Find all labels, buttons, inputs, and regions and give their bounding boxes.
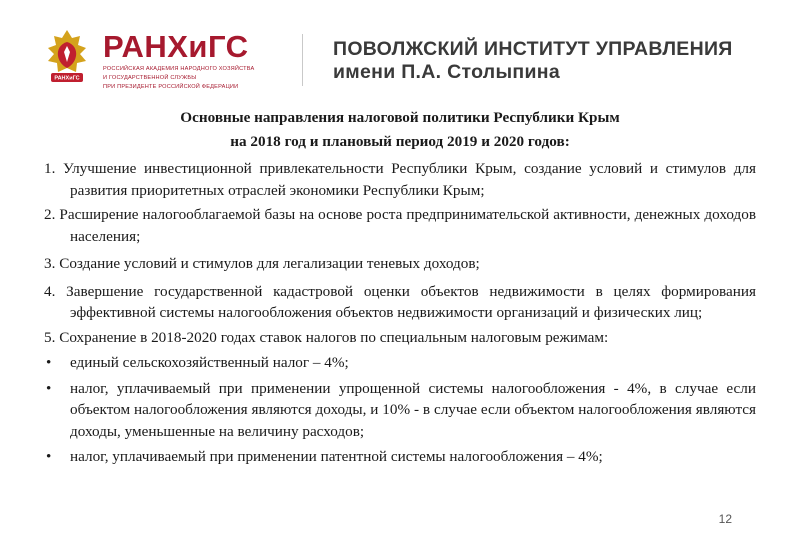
page-number: 12	[718, 512, 732, 526]
brand-subtitle-line: ПРИ ПРЕЗИДЕНТЕ РОССИЙСКОЙ ФЕДЕРАЦИИ	[103, 84, 239, 90]
bullet-text: налог, уплачиваемый при применении патентной системы налогообложения – 4%;	[70, 448, 603, 465]
title-line-1: Основные направления налоговой политики Республики Крым	[180, 109, 620, 126]
institute-name	[333, 38, 733, 84]
bullet-item	[44, 446, 756, 468]
bullet-text: налог, уплачиваемый при применении упрощенной системы налогообложения - 4%, в случае если объектом налогообложения являются доходы, и 10% - в случае если объектом налогообложения являются доходы, уменьшенные на величину расходов;	[70, 379, 756, 440]
list-item: 3. Создание условий и стимулов для легализации теневых доходов;	[44, 255, 480, 272]
slide-title	[44, 106, 756, 154]
list-item: 1. Улучшение инвестиционной привлекательности Республики Крым, создание условий и стимулов для развития приоритетных отраслей экономики Республики Крым;	[44, 160, 756, 199]
brand-subtitle-line: РОССИЙСКАЯ АКАДЕМИЯ НАРОДНОГО ХОЗЯЙСТВА	[103, 66, 255, 72]
list-item: 5. Сохранение в 2018-2020 годах ставок налогов по специальным налоговым режимам:	[44, 328, 609, 346]
bullet-icon: •	[46, 379, 52, 397]
bullet-icon: •	[46, 354, 52, 371]
institute-line-1: ПОВОЛЖСКИЙ ИНСТИТУТ УПРАВЛЕНИЯ	[333, 38, 733, 60]
brand-subtitle-line: И ГОСУДАРСТВЕННОЙ СЛУЖБЫ	[103, 75, 197, 81]
brand-block	[103, 30, 254, 91]
title-line-2: на 2018 год и плановый период 2019 и 2020 годов:	[230, 133, 570, 150]
list-item: 4. Завершение государственной кадастровой оценки объектов недвижимости в целях формирования эффективной системы налогообложения объектов недвижимости организаций и физических лиц;	[44, 282, 756, 321]
slide-content	[44, 106, 756, 468]
svg-text:РАНХиГС: РАНХиГС	[54, 75, 80, 82]
ranepa-emblem-icon	[42, 28, 92, 86]
bullet-item	[44, 378, 756, 443]
brand-name: РАНХиГС	[103, 29, 249, 64]
bullet-icon: •	[46, 448, 52, 465]
slide-header	[0, 0, 800, 100]
bullet-item	[44, 352, 756, 374]
header-divider	[302, 34, 303, 86]
institute-line-2: имени П.А. Столыпина	[333, 61, 561, 83]
list-item: 2. Расширение налогооблагаемой базы на основе роста предпринимательской активности, денежных доходов населения;	[44, 206, 756, 245]
bullet-text: единый сельскохозяйственный налог – 4%;	[70, 354, 349, 371]
